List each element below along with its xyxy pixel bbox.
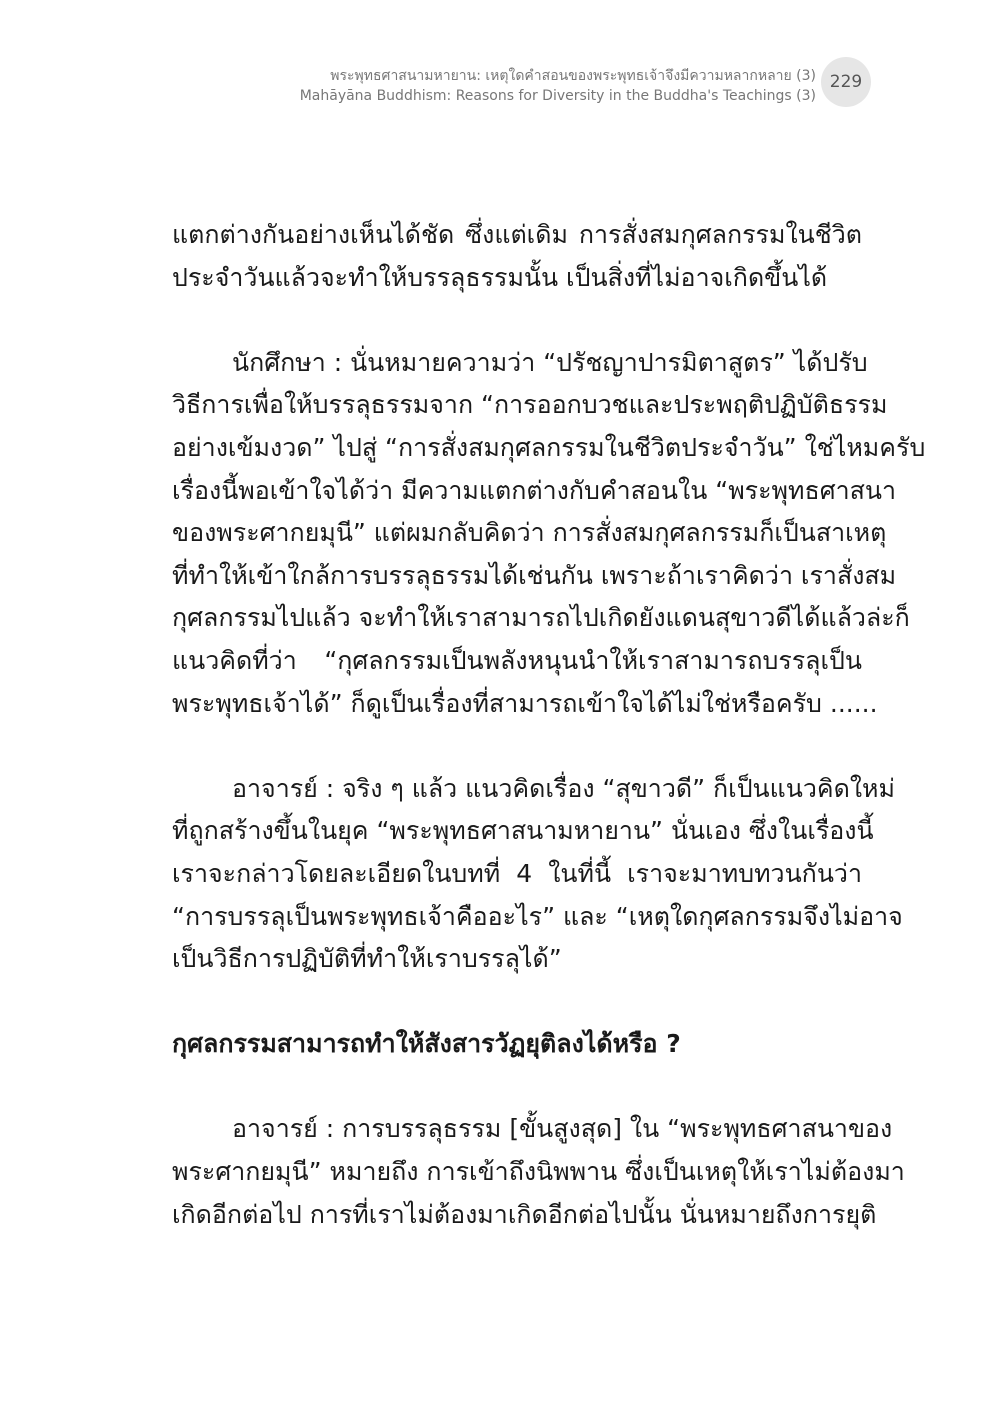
page-body <box>172 214 926 1236</box>
paragraph-teacher-sukhavati <box>172 768 903 981</box>
text-line: พระศากยมุนี” หมายถึง การเข้าถึงนิพพาน ซึ่งเป็นเหตุให้เราไม่ต้องมา <box>172 1157 905 1187</box>
text-line: วิธีการเพื่อให้บรรลุธรรมจาก “การออกบวชและประพฤติปฏิบัติธรรม <box>172 390 888 420</box>
running-header-thai-title: พระพุทธศาสนามหายาน: เหตุใดคำสอนของพระพุทธเจ้าจึงมีความหลากหลาย (3) <box>330 68 816 84</box>
text-line: กุศลกรรมไปแล้ว จะทำให้เราสามารถไปเกิดยังแดนสุขาวดีได้แล้วล่ะก็ <box>172 603 910 633</box>
text-line: นักศึกษา : นั่นหมายความว่า “ปรัชญาปารมิตาสูตร” ได้ปรับ <box>232 347 868 377</box>
paragraph-continuation <box>172 214 862 299</box>
text-line: “การบรรลุเป็นพระพุทธเจ้าคืออะไร” และ “เหตุใดกุศลกรรมจึงไม่อาจ <box>172 901 903 931</box>
text-line: แตกต่างกันอย่างเห็นได้ชัด ซึ่งแต่เดิม การสั่งสมกุศลกรรมในชีวิต <box>172 220 862 249</box>
text-line: อาจารย์ : จริง ๆ แล้ว แนวคิดเรื่อง “สุขาวดี” ก็เป็นแนวคิดใหม่ <box>232 773 896 803</box>
text-line: เป็นวิธีการปฏิบัติที่ทำให้เราบรรลุได้” <box>172 944 562 974</box>
page-number-badge: 229 <box>821 57 871 107</box>
section-heading: กุศลกรรมสามารถทำให้สังสารวัฏยุติลงได้หรือ ? <box>172 1029 681 1059</box>
running-header-english-title: Mahāyāna Buddhism: Reasons for Diversity in the Buddha's Teachings (3) <box>299 88 816 104</box>
running-header <box>300 66 816 106</box>
text-line: อย่างเข้มงวด” ไปสู่ “การสั่งสมกุศลกรรมในชีวิตประจำวัน” ใช่ไหมครับ <box>172 432 926 462</box>
paragraph-student <box>172 342 926 725</box>
text-line: ประจำวันแล้วจะทำให้บรรลุธรรมนั้น เป็นสิ่งที่ไม่อาจเกิดขึ้นได้ <box>172 262 828 292</box>
text-line: ของพระศากยมุนี” แต่ผมกลับคิดว่า การสั่งสมกุศลกรรมก็เป็นสาเหตุ <box>172 518 887 548</box>
text-line: เราจะกล่าวโดยละเอียดในบทที่ 4 ในที่นี้ เราจะมาทบทวนกันว่า <box>172 858 862 888</box>
text-line: ที่ทำให้เข้าใกล้การบรรลุธรรมได้เช่นกัน เพราะถ้าเราคิดว่า เราสั่งสม <box>172 560 897 590</box>
text-line: เรื่องนี้พอเข้าใจได้ว่า มีความแตกต่างกับคำสอนใน “พระพุทธศาสนา <box>172 475 897 505</box>
text-line: แนวคิดที่ว่า “กุศลกรรมเป็นพลังหนุนนำให้เราสามารถบรรลุเป็น <box>172 645 862 675</box>
text-line: พระพุทธเจ้าได้” ก็ดูเป็นเรื่องที่สามารถเข้าใจได้ไม่ใช่หรือครับ ...... <box>172 688 878 718</box>
text-line: ที่ถูกสร้างขึ้นในยุค “พระพุทธศาสนามหายาน” นั่นเอง ซึ่งในเรื่องนี้ <box>172 816 874 846</box>
paragraph-teacher-nirvana <box>172 1108 905 1236</box>
text-line: เกิดอีกต่อไป การที่เราไม่ต้องมาเกิดอีกต่อไปนั้น นั่นหมายถึงการยุติ <box>172 1199 877 1229</box>
text-line: อาจารย์ : การบรรลุธรรม [ขั้นสูงสุด] ใน “พระพุทธศาสนาของ <box>232 1114 893 1144</box>
